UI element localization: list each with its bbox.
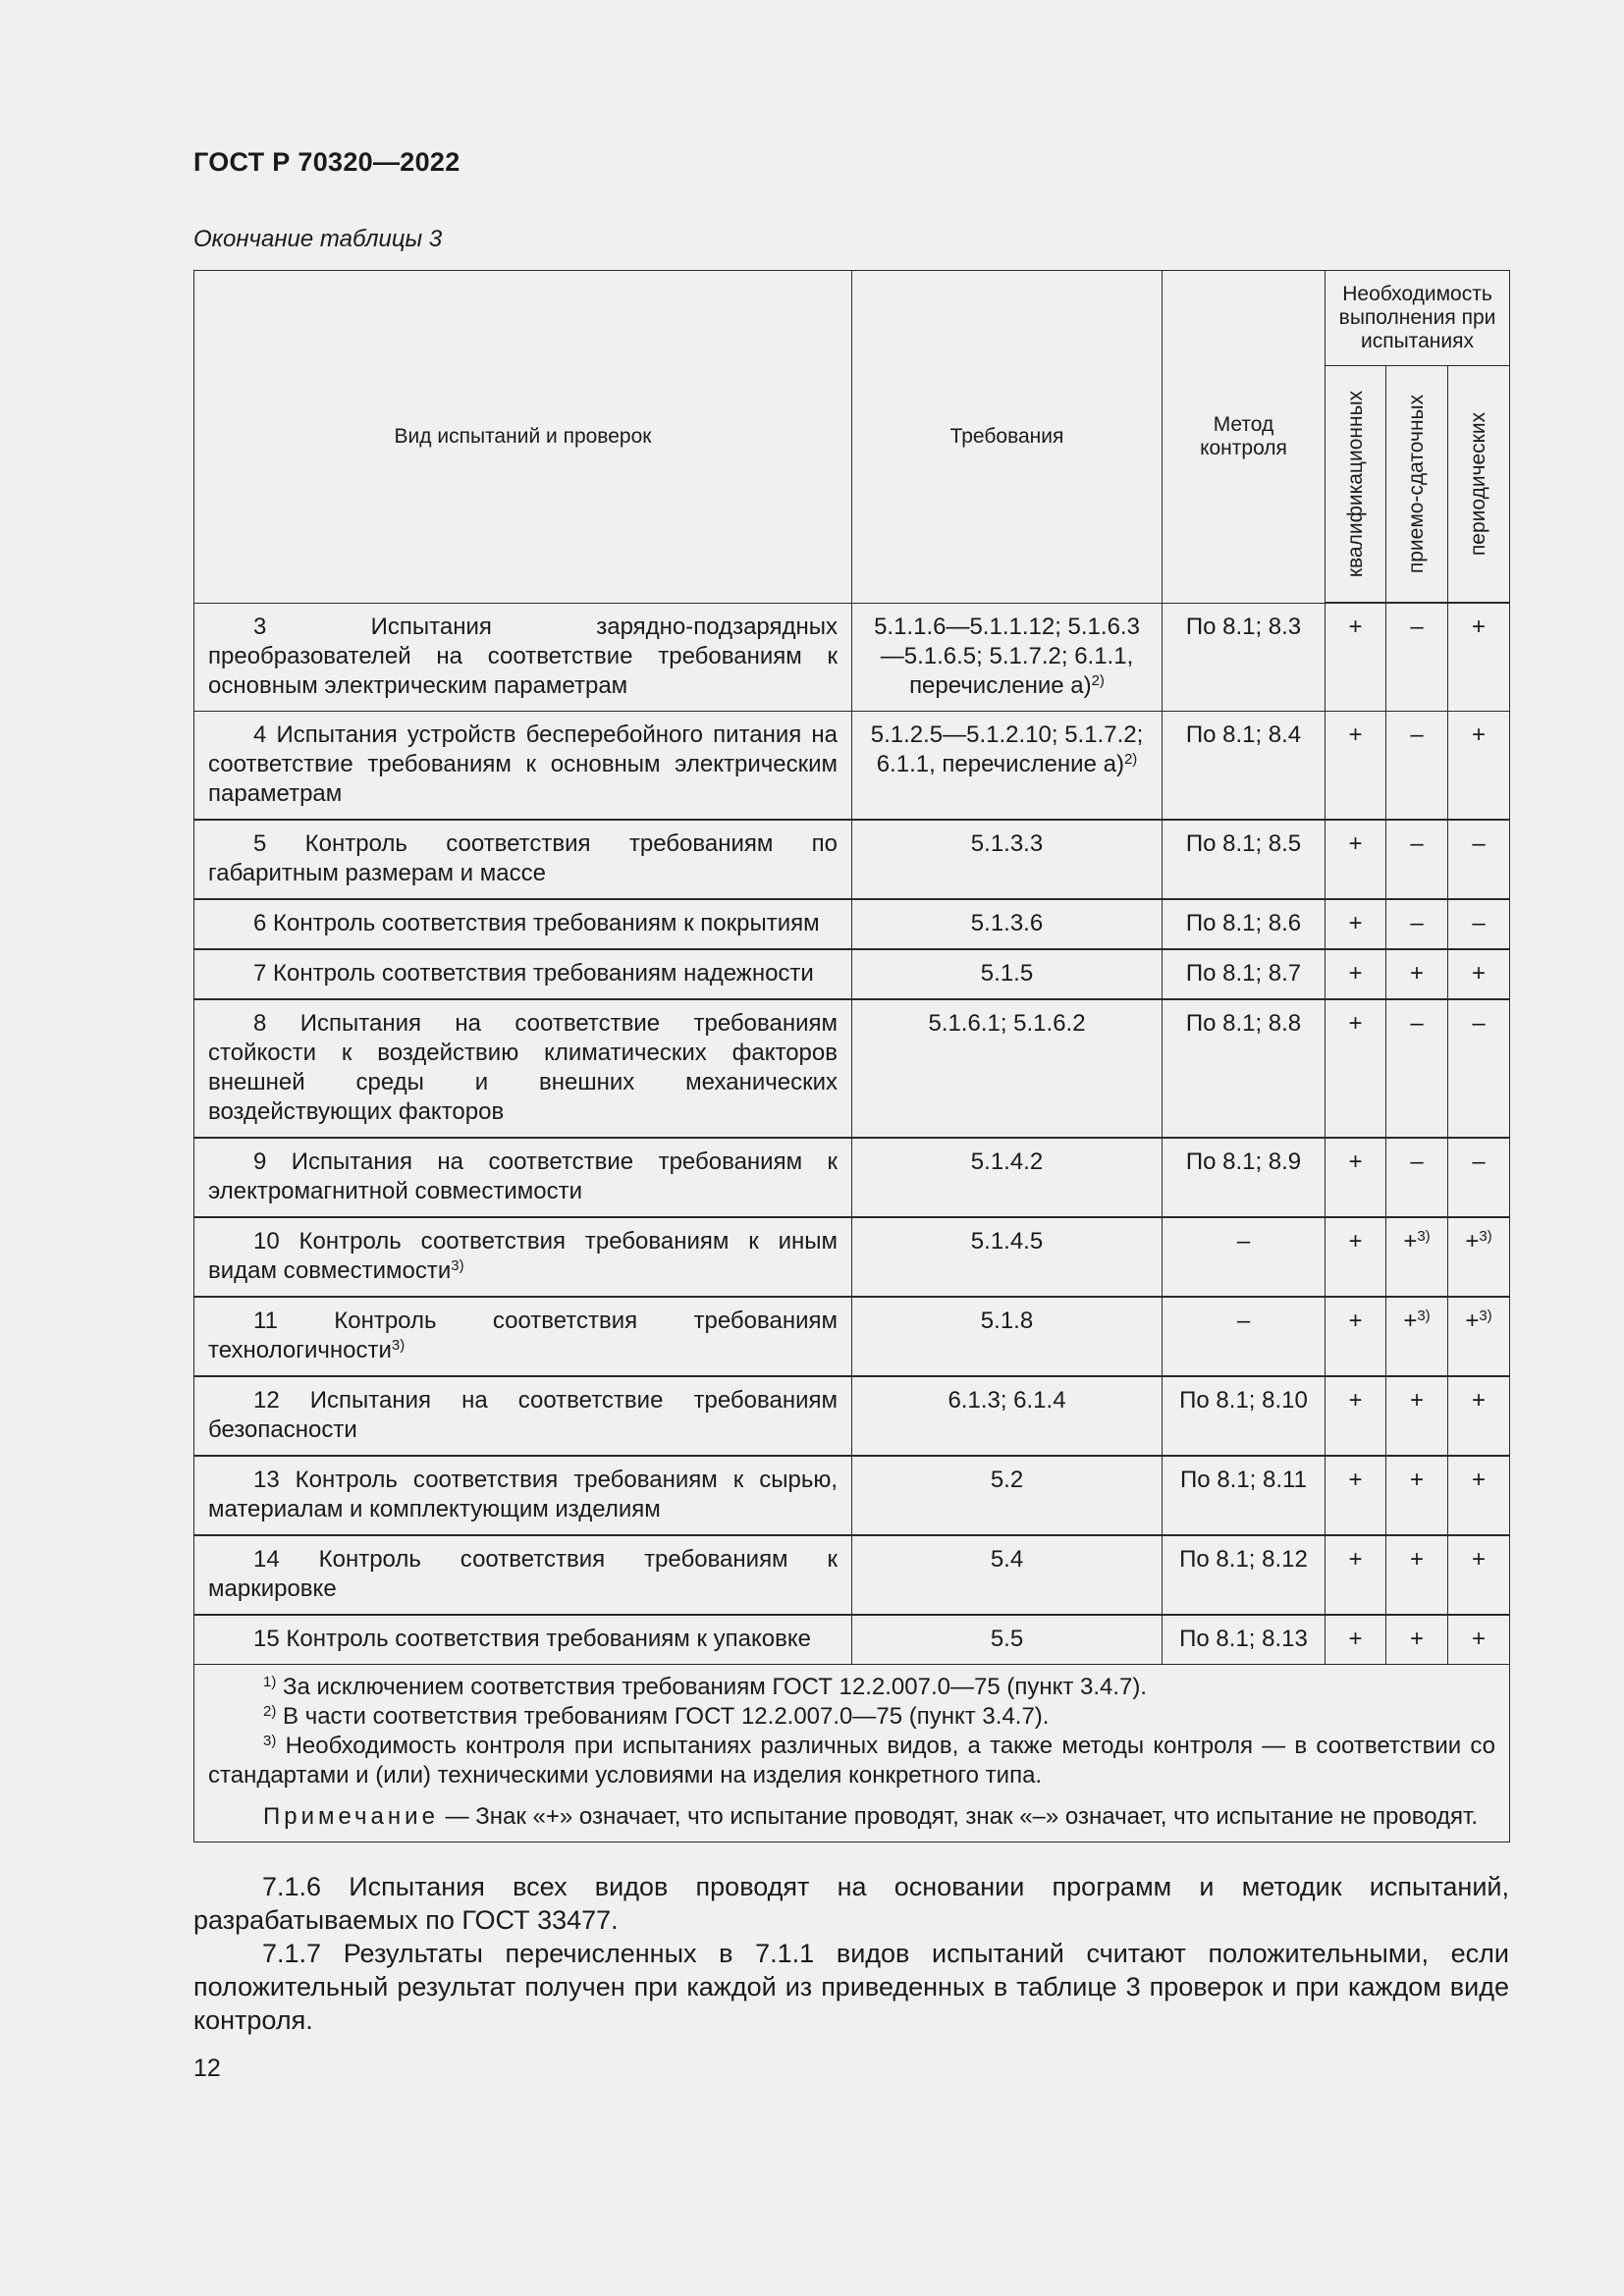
cell-periodic: + (1448, 1535, 1510, 1615)
tests-table (193, 270, 1510, 1842)
page-number: 12 (193, 2054, 221, 2082)
cell-test-type: 10 Контроль соответствия требованиям к иным видам совместимости$^{3)}$ (194, 1217, 852, 1297)
cell-acceptance: + (1386, 949, 1448, 999)
cell-acceptance: – (1386, 999, 1448, 1138)
cell-qualification: + (1326, 1615, 1386, 1665)
table-note: Примечание — Знак «+» означает, что испытание проводят, знак «–» означает, что испытание не проводят. (263, 1802, 1479, 1830)
table-row (194, 949, 1510, 999)
cell-requirements: 5.1.1.6—5.1.1.12; 5.1.6.3—5.1.6.5; 5.1.7.2; 6.1.1, перечисление а)$^{2)}$ (852, 603, 1163, 711)
cell-test-type: 6 Контроль соответствия требованиям к покрытиям (194, 899, 852, 949)
cell-requirements: 5.2 (852, 1456, 1163, 1535)
cell-method: По 8.1; 8.13 (1163, 1615, 1326, 1665)
cell-method: По 8.1; 8.12 (1163, 1535, 1326, 1615)
cell-requirements: 5.1.8 (852, 1297, 1163, 1376)
cell-qualification: + (1326, 820, 1386, 899)
cell-periodic: + (1448, 949, 1510, 999)
cell-test-type: 7 Контроль соответствия требованиям надежности (194, 949, 852, 999)
cell-qualification: + (1326, 1138, 1386, 1217)
cell-periodic: + (1448, 1456, 1510, 1535)
table-row (194, 820, 1510, 899)
table-row (194, 1535, 1510, 1615)
cell-periodic: + (1448, 1615, 1510, 1665)
footnote: $^{2)}$ В части соответствия требованиям ГОСТ 12.2.007.0—75 (пункт 3.4.7). (263, 1702, 1050, 1730)
cell-qualification: + (1326, 1217, 1386, 1297)
cell-qualification: + (1326, 949, 1386, 999)
cell-periodic: +$^{3)}$ (1448, 1297, 1510, 1376)
col-header-method: Метод контроля (1163, 271, 1326, 604)
cell-acceptance: – (1386, 603, 1448, 711)
cell-acceptance: – (1386, 820, 1448, 899)
cell-qualification: + (1326, 999, 1386, 1138)
cell-qualification: + (1326, 899, 1386, 949)
cell-qualification: + (1326, 1297, 1386, 1376)
cell-method: По 8.1; 8.4 (1163, 711, 1326, 820)
footnote: $^{3)}$ Необходимость контроля при испытаниях различных видов, а также методы контроля — в соответствии со стандартами и (или) техническими условиями на изделия конкретного типа. (208, 1732, 1496, 1789)
cell-requirements: 5.1.6.1; 5.1.6.2 (852, 999, 1163, 1138)
table-row (194, 899, 1510, 949)
cell-requirements: 5.1.4.5 (852, 1217, 1163, 1297)
col-header-necessity: Необходимость выполнения при испытаниях (1326, 271, 1510, 366)
table-row (194, 1456, 1510, 1535)
cell-periodic: – (1448, 899, 1510, 949)
cell-method: По 8.1; 8.11 (1163, 1456, 1326, 1535)
table-caption: Окончание таблицы 3 (193, 226, 443, 252)
cell-periodic: + (1448, 711, 1510, 820)
col-header-type: Вид испытаний и проверок (194, 271, 852, 604)
footnote: $^{1)}$ За исключением соответствия требованиям ГОСТ 12.2.007.0—75 (пункт 3.4.7). (263, 1673, 1148, 1700)
col-header-qualification: квалификационных (1326, 366, 1386, 604)
cell-acceptance: + (1386, 1376, 1448, 1456)
paragraph-7-1-6: 7.1.6 Испытания всех видов проводят на основании программ и методик испытаний, разрабатываемых по ГОСТ 33477. (193, 1871, 1509, 1935)
paragraph-7-1-7: 7.1.7 Результаты перечисленных в 7.1.1 видов испытаний считают положительными, если положительный результат получен при каждой из приведенных в таблице 3 проверок и при каждом виде контроля. (193, 1938, 1509, 2035)
cell-periodic: – (1448, 820, 1510, 899)
cell-requirements: 5.5 (852, 1615, 1163, 1665)
cell-test-type: 3 Испытания зарядно-подзарядных преобразователей на соответствие требованиям к основным электрическим параметрам (194, 603, 852, 711)
cell-periodic: +$^{3)}$ (1448, 1217, 1510, 1297)
cell-acceptance: + (1386, 1615, 1448, 1665)
cell-periodic: + (1448, 603, 1510, 711)
cell-test-type: 13 Контроль соответствия требованиям к сырью, материалам и комплектующим изделиям (194, 1456, 852, 1535)
cell-acceptance: – (1386, 711, 1448, 820)
cell-requirements: 5.1.5 (852, 949, 1163, 999)
cell-requirements: 5.1.2.5—5.1.2.10; 5.1.7.2; 6.1.1, перечисление а)$^{2)}$ (852, 711, 1163, 820)
col-header-periodic: периодических (1448, 366, 1510, 604)
table-row (194, 711, 1510, 820)
cell-test-type: 12 Испытания на соответствие требованиям безопасности (194, 1376, 852, 1456)
cell-method: По 8.1; 8.3 (1163, 603, 1326, 711)
cell-test-type: 9 Испытания на соответствие требованиям к электромагнитной совместимости (194, 1138, 852, 1217)
table-row (194, 1615, 1510, 1665)
cell-requirements: 5.1.4.2 (852, 1138, 1163, 1217)
cell-acceptance: + (1386, 1535, 1448, 1615)
cell-acceptance: +$^{3)}$ (1386, 1217, 1448, 1297)
col-header-acceptance: приемо-сдаточных (1386, 366, 1448, 604)
cell-periodic: + (1448, 1376, 1510, 1456)
cell-qualification: + (1326, 711, 1386, 820)
cell-test-type: 5 Контроль соответствия требованиям по габаритным размерам и массе (194, 820, 852, 899)
cell-acceptance: +$^{3)}$ (1386, 1297, 1448, 1376)
table-notes (194, 1664, 1510, 1842)
cell-test-type: 15 Контроль соответствия требованиям к упаковке (194, 1615, 852, 1665)
cell-method: По 8.1; 8.10 (1163, 1376, 1326, 1456)
cell-requirements: 5.4 (852, 1535, 1163, 1615)
table-row (194, 1297, 1510, 1376)
table-row (194, 1376, 1510, 1456)
table-row (194, 999, 1510, 1138)
document-header: ГОСТ Р 70320—2022 (193, 147, 460, 177)
cell-method: По 8.1; 8.8 (1163, 999, 1326, 1138)
cell-qualification: + (1326, 1376, 1386, 1456)
cell-periodic: – (1448, 999, 1510, 1138)
cell-qualification: + (1326, 603, 1386, 711)
cell-requirements: 6.1.3; 6.1.4 (852, 1376, 1163, 1456)
cell-method: По 8.1; 8.6 (1163, 899, 1326, 949)
table-row (194, 1138, 1510, 1217)
cell-method: По 8.1; 8.7 (1163, 949, 1326, 999)
cell-test-type: 8 Испытания на соответствие требованиям стойкости к воздействию климатических факторов внешней среды и внешних механических воздействующих факторов (194, 999, 852, 1138)
cell-acceptance: + (1386, 1456, 1448, 1535)
cell-periodic: – (1448, 1138, 1510, 1217)
cell-requirements: 5.1.3.3 (852, 820, 1163, 899)
cell-method: По 8.1; 8.5 (1163, 820, 1326, 899)
cell-method: По 8.1; 8.9 (1163, 1138, 1326, 1217)
cell-qualification: + (1326, 1456, 1386, 1535)
cell-acceptance: – (1386, 1138, 1448, 1217)
cell-test-type: 14 Контроль соответствия требованиям к маркировке (194, 1535, 852, 1615)
cell-acceptance: – (1386, 899, 1448, 949)
cell-test-type: 4 Испытания устройств бесперебойного питания на соответствие требованиям к основным электрическим параметрам (194, 711, 852, 820)
cell-qualification: + (1326, 1535, 1386, 1615)
table-row (194, 1217, 1510, 1297)
col-header-requirements: Требования (852, 271, 1163, 604)
table-row (194, 603, 1510, 711)
cell-method: – (1163, 1297, 1326, 1376)
cell-test-type: 11 Контроль соответствия требованиям технологичности$^{3)}$ (194, 1297, 852, 1376)
cell-requirements: 5.1.3.6 (852, 899, 1163, 949)
cell-method: – (1163, 1217, 1326, 1297)
